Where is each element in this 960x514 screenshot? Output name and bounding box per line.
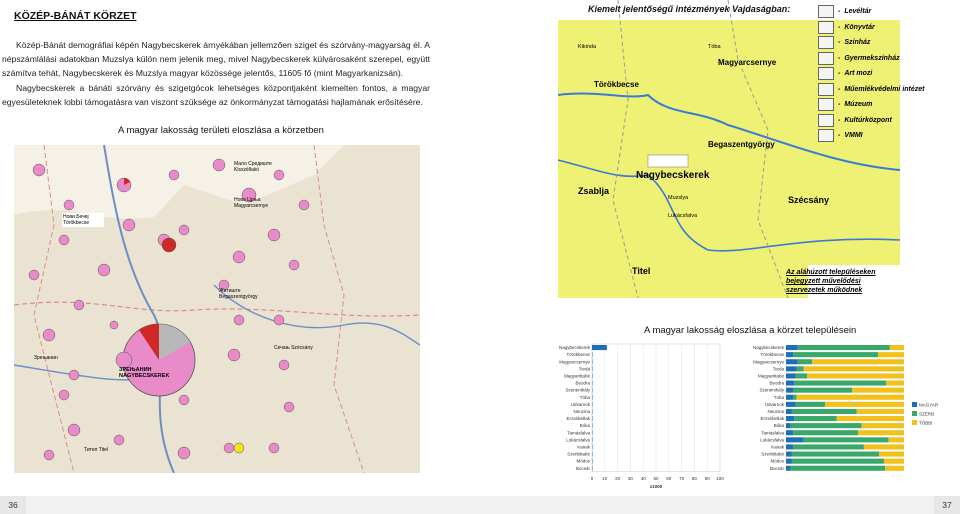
page-number-left: 36 <box>0 496 26 514</box>
map-label-sz: Сечањ Szécsány <box>274 345 313 351</box>
stacked-bar-segment <box>797 366 804 371</box>
stacked-bar-segment <box>786 402 795 407</box>
bar <box>592 416 593 421</box>
category-label: Udvarnok <box>764 401 784 407</box>
category-label: Tóba <box>579 394 590 400</box>
legend-swatch <box>912 402 917 407</box>
institute-icon <box>818 129 834 142</box>
stacked-bar-segment <box>791 423 862 428</box>
x-axis-label: x1000 <box>649 483 663 489</box>
category-label: Bocsár <box>769 465 784 471</box>
category-label: Módos <box>770 458 784 464</box>
x-tick-label: 70 <box>679 475 685 481</box>
theatre-icon <box>818 36 834 49</box>
stacked-bar-segment <box>793 388 852 393</box>
category-label: Magyarittabé <box>563 373 590 379</box>
stacked-bar-segment <box>795 402 825 407</box>
category-label: Torda <box>772 366 784 372</box>
stacked-bar-segment <box>862 423 904 428</box>
legend-swatch <box>912 420 917 425</box>
legend-vmmi: - VMMI <box>818 128 958 144</box>
x-tick-label: 0 <box>590 475 594 481</box>
bar <box>592 395 593 400</box>
stacked-bar-segment <box>786 352 793 357</box>
stacked-bar-segment <box>798 345 890 350</box>
bar <box>592 466 593 471</box>
category-label: Magyarcsernye <box>753 359 784 365</box>
x-tick-label: 60 <box>666 475 672 481</box>
museum-icon <box>818 98 834 111</box>
x-tick-label: 10 <box>602 475 608 481</box>
institution-legend <box>818 4 958 144</box>
stacked-bar-segment <box>786 395 793 400</box>
stacked-bar-segment <box>858 430 904 435</box>
category-label: Tamásfalva <box>761 430 784 436</box>
map-label-bgy: Житиште Begaszentgyörgy <box>219 288 258 300</box>
stacked-bar-segment <box>852 388 904 393</box>
distribution-map <box>14 145 420 473</box>
footer-bar-right <box>480 496 960 514</box>
stacked-bar-segment <box>786 437 804 442</box>
stacked-bar-segment <box>807 373 904 378</box>
puppet-theatre-icon <box>818 52 834 65</box>
population-share-chart <box>736 340 956 476</box>
place-torokbecse: Törökbecse <box>594 80 639 89</box>
stacked-bar-segment <box>792 459 884 464</box>
stacked-bar-segment <box>786 366 797 371</box>
legend-szinhaz: - Színház <box>818 35 958 51</box>
map-note: Az aláhúzott településeken bejegyzett művelődési szervezetek működnek <box>786 269 876 294</box>
category-label: Neuzina <box>573 409 590 414</box>
place-begaszentgyorgy: Begaszentgyörgy <box>708 140 775 149</box>
category-label: Nagybecskerek <box>752 345 784 351</box>
category-label: Lukácsfalva <box>566 437 590 443</box>
stacked-bar-segment <box>857 409 904 414</box>
body-text <box>2 38 430 109</box>
library-icon <box>818 21 834 34</box>
category-label: Bóka <box>579 423 590 429</box>
stacked-bar-segment <box>878 352 904 357</box>
place-nagybecskerek: Nagybecskerek <box>636 170 710 181</box>
map-label-ti: Тител Titel <box>84 447 109 453</box>
place-muzslya: Muzslya <box>668 195 689 201</box>
bar <box>592 444 593 449</box>
category-label: Lukácsfalva <box>760 437 784 443</box>
bar <box>592 437 593 442</box>
stacked-bar-segment <box>812 359 904 364</box>
bar <box>592 423 593 428</box>
x-tick-label: 90 <box>704 475 710 481</box>
bar <box>592 388 593 393</box>
place-titel: Titel <box>632 266 651 276</box>
category-label: Szerbittabé <box>567 451 590 457</box>
category-label: Szentmihály <box>759 387 784 393</box>
stacked-bar-segment <box>786 459 792 464</box>
cinema-icon <box>818 67 834 80</box>
place-zsablja: Zsablja <box>578 186 610 196</box>
stacked-bar-segment <box>837 416 904 421</box>
x-tick-label: 100 <box>716 475 724 481</box>
stacked-bar-segment <box>794 416 836 421</box>
stacked-bar-segment <box>791 466 885 471</box>
place-kikinda: Kikinda <box>578 44 597 50</box>
category-label: Bóka <box>773 423 784 429</box>
legend-kulturkozpont: - Kultúrközpont <box>818 113 958 129</box>
stacked-bar-segment <box>797 395 904 400</box>
stacked-bar-segment <box>793 444 864 449</box>
stacked-bar-segment <box>786 388 793 393</box>
x-tick-label: 40 <box>640 475 646 481</box>
category-label: Szentmihály <box>565 387 590 393</box>
place-magyarcsernye: Magyarcsernye <box>718 58 777 67</box>
place-lukacsfalva: Lukácsfalva <box>668 213 698 219</box>
stacked-bar-segment <box>786 359 798 364</box>
map-label-ks: Мало Средиште Kisszéllakó <box>234 161 272 173</box>
population-bar-chart <box>544 340 734 490</box>
heritage-icon <box>818 83 834 96</box>
legend-art-mozi: - Art mozi <box>818 66 958 82</box>
x-tick-label: 80 <box>691 475 697 481</box>
stacked-bar-segment <box>793 395 797 400</box>
map-caption: A magyar lakosság területi eloszlása a körzetben <box>118 125 324 136</box>
bar <box>592 430 593 435</box>
stacked-bar-segment <box>786 444 793 449</box>
category-label: Udvarnok <box>570 401 590 407</box>
stacked-bar-segment <box>786 381 794 386</box>
right-page <box>480 0 960 514</box>
category-label: Módos <box>576 458 590 464</box>
category-label: Erzsébetlak <box>760 416 784 422</box>
stacked-bar-segment <box>804 437 889 442</box>
legend-levéltár: - Levéltár <box>818 4 958 20</box>
bar <box>592 452 593 457</box>
archive-icon <box>818 5 834 18</box>
category-label: Nagybecskerek <box>558 345 590 351</box>
stacked-bar-segment <box>792 409 857 414</box>
stacked-bar-segment <box>786 466 791 471</box>
place-toba: Tóba <box>708 44 721 50</box>
category-label: Magyarcsernye <box>559 359 590 365</box>
stacked-bar-segment <box>794 381 886 386</box>
x-tick-label: 50 <box>653 475 659 481</box>
stacked-bar-segment <box>885 466 904 471</box>
map-label-zr2: Зрењанин <box>34 355 58 361</box>
category-label: Beodra <box>575 380 590 386</box>
category-label: Törökbecse <box>760 352 784 358</box>
stacked-bar-segment <box>786 452 792 457</box>
stacked-bar-segment <box>786 373 795 378</box>
bar <box>592 381 593 386</box>
stacked-bar-segment <box>804 366 904 371</box>
category-label: Torda <box>578 366 590 372</box>
stacked-bar-segment <box>884 459 904 464</box>
stacked-bar-segment <box>793 430 858 435</box>
bar <box>592 352 593 357</box>
stacked-bar-segment <box>792 452 879 457</box>
category-label: Erzsébetlak <box>566 416 590 422</box>
category-label: Tamásfalva <box>567 430 590 436</box>
category-label: Kanak <box>771 444 784 450</box>
stacked-bar-segment <box>795 373 807 378</box>
category-label: Bocsár <box>575 465 590 471</box>
category-label: Tóba <box>773 394 784 400</box>
stacked-bar-segment <box>786 423 791 428</box>
bar <box>592 345 607 350</box>
map-label-zr: ЗРЕЊАНИН NAGYBECSKEREK <box>119 367 170 379</box>
bar <box>592 359 593 364</box>
legend-muemlek: - Műemlékvédelmi intézet <box>818 82 958 98</box>
legend-gyermekszinhaz: - Gyermekszínház <box>818 51 958 67</box>
bar <box>592 366 593 371</box>
legend-konyvtar: - Könyvtár <box>818 20 958 36</box>
paragraph-2: Nagybecskerek a bánáti szórvány és szigetgócok lehetséges központjaként kiemelten fontos, a magyar egyesületeknek lobbi támogatásra van viszont szüksége az önkormányzat támogatási hajlamának erősítésére. <box>2 82 430 107</box>
paragraph-1: Közép-Bánát demográfiai képén Nagybecskerek árnyékában jellemzően sziget és szórvány-magyarság él. A népszámlálási adatokban Muzslya külön nem jelenik meg, mivel Nagybecskerek külvárosaként szerepel, együtt számítva tehát, Nagybecskerek és Muzslya magyar közössége jelentős, 11605 fő (mint Magyarkanizsán). <box>2 40 430 79</box>
page-number-right: 37 <box>934 496 960 514</box>
category-label: Magyarittabé <box>757 373 784 379</box>
footer-bar <box>0 496 480 514</box>
bar <box>592 402 593 407</box>
map-label-mc: Нова Црња Magyarcsernye <box>234 197 269 209</box>
stacked-bar-segment <box>793 352 878 357</box>
map-label-tb: Нови Бечеј Törökbecse <box>62 213 104 227</box>
stacked-bar-segment <box>889 437 904 442</box>
legend-label: TÖBBI <box>919 420 933 426</box>
stacked-bar-segment <box>786 409 792 414</box>
stacked-bar-segment <box>886 381 904 386</box>
legend-label: SZERB <box>919 411 935 417</box>
place-szecsany: Szécsány <box>788 195 830 205</box>
stacked-bar-segment <box>786 345 798 350</box>
bar <box>592 459 593 464</box>
stacked-bar-segment <box>864 444 904 449</box>
map-title: Kiemelt jelentőségű intézmények Vajdaságban: <box>588 4 791 14</box>
stacked-bar-segment <box>890 345 904 350</box>
x-tick-label: 20 <box>615 475 621 481</box>
legend-swatch <box>912 411 917 416</box>
culture-centre-icon <box>818 114 834 127</box>
legend-muzeum: - Múzeum <box>818 97 958 113</box>
stacked-bar-segment <box>879 452 904 457</box>
stacked-bar-segment <box>798 359 812 364</box>
stacked-bar-segment <box>825 402 904 407</box>
chart-caption: A magyar lakosság eloszlása a körzet településein <box>644 325 857 336</box>
stacked-bar-segment <box>786 430 793 435</box>
category-label: Szerbittabé <box>761 451 784 457</box>
category-label: Kanak <box>577 444 590 450</box>
bar <box>592 373 593 378</box>
stacked-bar-segment <box>786 416 794 421</box>
distribution-map-svg <box>14 145 420 473</box>
category-label: Beodra <box>769 380 784 386</box>
bar <box>592 409 593 414</box>
category-label: Törökbecse <box>566 352 590 358</box>
legend-label: MAGYAR <box>919 402 939 408</box>
category-label: Neuzina <box>767 409 784 414</box>
section-heading: KÖZÉP-BÁNÁT KÖRZET <box>14 10 137 22</box>
x-tick-label: 30 <box>627 475 633 481</box>
